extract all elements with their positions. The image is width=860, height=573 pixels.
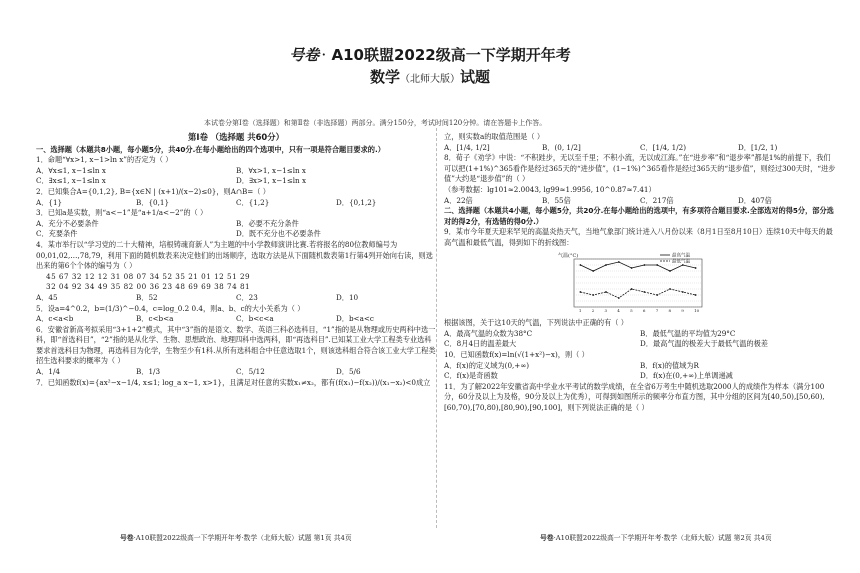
option: D．407倍 <box>738 195 772 205</box>
footer-brand: 号卷 <box>540 534 554 542</box>
option: C．充要条件 <box>36 229 78 239</box>
question-6: 6．安徽省新高考拟采用“3+1+2”模式，其中“3”指的是语文、数学、英语三科必选科目，“1”指的是从物理或历史两科中选一科，即“首选科目”，“2”指的是从化学、生物、思想政治、地理四科中选两科，即“再选科目”.已知某工业大学工程类专业选科要求首选科目为物理，再选科目为化学，生物至少有1科.从所有选科组合中任意选取1个，则该选科组合符合该工业大学工程类招生选科要求的概率为（ ） <box>36 324 436 366</box>
question-7: 7．已知函数f(x)={ax²−x−1/4, x≤1; log_a x−1, x>1}，且满足对任意的实数x₁≠x₂，都有(f(x₁)−f(x₂))/(x₁−x₂)<0成立 <box>36 377 431 387</box>
part2-heading: 二、选择题（本题共4小题，每小题5分，共20分.在每小题给出的选项中，有多项符合题目要求.全部选对的得5分，部分选对的得2分，有选错的得0分.） <box>444 206 834 226</box>
x-tick-label: 5 <box>630 307 633 313</box>
option: A．f(x)的定义域为(0,+∞) <box>444 360 530 370</box>
exam-title: A10联盟2022级高一下学期开年考 <box>331 46 571 64</box>
option: B．52 <box>136 292 158 302</box>
data-point <box>631 288 633 290</box>
option: D．f(x)在(0,+∞)上单调递减 <box>640 371 733 381</box>
question-1-options <box>36 166 436 187</box>
question-4: 4．某市举行以“学习党的二十大精神，培根铸魂育新人”为主题的中小学教师演讲比赛.若将报名的80位教师编号为00,01,02,…,78,79，利用下面的随机数表来决定他们的出场顺序，选取方法是从下面随机数表第1行第4列开始向右读，则选出来的第6个个体的编号为（ ） <box>36 239 433 271</box>
question-3: 3．已知a是实数，则“a<−1”是“a+1/a<−2”的（ ） <box>36 208 208 218</box>
data-point <box>618 297 620 299</box>
option: A．[1/4, 1/2] <box>444 142 490 152</box>
x-tick-label: 4 <box>617 307 620 313</box>
question-11: 11．为了解2022年安徽省高中学业水平考试的数学成绩，在全省6万考生中随机选取2000人的成绩作为样本（满分100分，60分及以上为及格，90分及以上为优秀），可得到如图所示的频率分布直方图，其中分组的区间为[40,50),[50,60),[60,70),[70,80),[80,90),[90,100]，则下列说法正确的是（ ） <box>444 381 825 412</box>
option: A．22倍 <box>444 195 473 205</box>
data-point <box>682 291 684 293</box>
data-point <box>656 264 658 266</box>
option: A．∀x≤1, x−1≤ln x <box>36 165 106 175</box>
legend-label: 最高气温 <box>672 253 690 259</box>
option: C．5/12 <box>236 367 265 377</box>
data-point <box>605 264 607 266</box>
footer-left: 号卷·A10联盟2022级高一下学期开年考·数学（北师大版）试题 第1页 共4页 <box>120 534 352 542</box>
random-number-row-1: 45 67 32 12 12 31 08 07 34 52 35 21 01 12 51 29 <box>46 271 251 281</box>
question-7-continued: 立，则实数a的取值范围是（ ） <box>444 132 545 141</box>
option: D．5/6 <box>336 367 361 377</box>
option: D．{0,1,2} <box>336 197 377 207</box>
data-point <box>644 264 646 266</box>
option: B．f(x)的值域为R <box>640 360 699 370</box>
option: C．8月4日的温差最大 <box>444 339 517 349</box>
question-5: 5．设a=4^0.2，b=(1/3)^−0.4，c=log_0.2 0.4，则a、b、c的大小关系为（ ） <box>36 303 305 313</box>
left-column <box>36 132 436 388</box>
data-point <box>695 267 697 269</box>
option: C．{1,2} <box>236 197 270 207</box>
column-divider <box>436 128 438 528</box>
data-point <box>644 291 646 293</box>
option: D．10 <box>336 292 359 302</box>
option: B．最低气温的平均值为29°C <box>640 328 736 338</box>
x-tick-label: 10 <box>694 307 700 313</box>
option: A．c<a<b <box>36 314 74 324</box>
exam-intro: 本试卷分第Ⅰ卷（选择题）和第Ⅱ卷（非选择题）两部分。满分150分，考试时间120分钟。请在答题卡上作答。 <box>204 119 547 127</box>
data-point <box>580 264 582 266</box>
x-tick-label: 1 <box>578 307 582 313</box>
option: C．f(x)是奇函数 <box>444 371 498 381</box>
option: B．∀x>1, x−1≤ln x <box>236 165 306 175</box>
option: B．c<b<a <box>136 314 174 324</box>
question-7-options <box>444 143 836 154</box>
x-tick-label: 2 <box>591 307 595 313</box>
x-tick-label: 9 <box>681 307 684 313</box>
option: D．b<a<c <box>336 314 374 324</box>
option: A．{1} <box>36 197 63 207</box>
data-point <box>605 291 607 293</box>
data-point <box>656 294 658 296</box>
footer-right: 号卷·A10联盟2022级高一下学期开年考·数学（北师大版）试题 第2页 共4页 <box>540 534 772 542</box>
x-tick-label: 6 <box>642 307 646 313</box>
x-tick-label: 7 <box>655 307 659 313</box>
question-4-options <box>36 293 436 304</box>
random-number-row-2: 32 04 92 34 49 35 82 00 36 23 48 69 69 38 74 81 <box>46 282 251 292</box>
option: C．∃x≤1, x−1≤ln x <box>36 176 106 186</box>
option: C．[1/4, 1/2) <box>640 142 686 152</box>
question-2-options <box>36 198 436 209</box>
temperature-line-chart <box>556 251 706 313</box>
option: C．217倍 <box>640 195 674 205</box>
question-8: 8．荀子《劝学》中说：“不积跬步，无以至千里；不积小流，无以成江海。”在“进步率”和“退步率”都是1%的前提下，我们可以把(1+1%)^365看作是经过365天的“进步值”，(1−1%)^365看作是经过365天的“退步值”，则经过300天时，“进步值”大约是“退步值”的（ ） <box>444 153 836 184</box>
option: A．45 <box>36 292 58 302</box>
question-10-options <box>444 361 836 382</box>
footer-right-text: A10联盟2022级高一下学期开年考·数学（北师大版）试题 第2页 共4页 <box>555 534 772 542</box>
option: B．1/3 <box>136 367 161 377</box>
temperature-chart <box>556 251 836 317</box>
question-8-options <box>444 196 836 207</box>
data-point <box>592 270 594 272</box>
option: B．(0, 1/2] <box>542 142 581 152</box>
data-point <box>695 294 697 296</box>
question-2: 2．已知集合A={0,1,2}, B={x∈N | (x+1)/(x−2)≤0}，则A∩B=（ ） <box>36 186 270 196</box>
option: A．1/4 <box>36 367 60 377</box>
question-10: 10．已知函数f(x)=ln(√(1+x²)−x)，则（ ） <box>444 349 589 359</box>
option: C．23 <box>236 292 258 302</box>
question-8-reference: （参考数据：lg101≈2.0043, lg99≈1.9956, 10^0.87≈7.41） <box>444 184 656 194</box>
data-point <box>618 261 620 263</box>
option: A．最高气温的众数为38°C <box>444 328 533 338</box>
option: B．55倍 <box>542 195 571 205</box>
question-6-options <box>36 367 436 378</box>
option: A．充分不必要条件 <box>36 218 99 228</box>
data-point <box>580 291 582 293</box>
data-point <box>631 267 633 269</box>
option: B．必要不充分条件 <box>236 218 299 228</box>
y-axis-label: 气温(°C) <box>558 252 579 259</box>
x-tick-label: 3 <box>604 307 608 313</box>
brand-logo: 号卷 <box>289 46 320 64</box>
footer-left-text: A10联盟2022级高一下学期开年考·数学（北师大版）试题 第1页 共4页 <box>135 534 352 542</box>
data-point <box>669 270 671 272</box>
exam-header: 号卷 · A10联盟2022级高一下学期开年考 <box>289 45 571 64</box>
section-title: 第Ⅰ卷 （选择题 共60分） <box>188 132 284 142</box>
option: D．既不充分也不必要条件 <box>236 229 321 239</box>
subject-main: 数学 <box>369 68 400 86</box>
series-line-min <box>580 289 695 298</box>
subject-edition: （北师大版） <box>400 74 460 85</box>
question-3-options <box>36 219 436 240</box>
question-5-options <box>36 314 436 325</box>
subject-suffix: 试题 <box>460 68 491 86</box>
data-point <box>669 288 671 290</box>
footer-brand: 号卷 <box>120 534 134 542</box>
option: C．b<c<a <box>236 314 274 324</box>
legend-label: 最低气温 <box>672 259 690 265</box>
question-1: 1．命题“∀x>1, x−1>ln x”的否定为（ ） <box>36 155 173 165</box>
option: D．∃x>1, x−1≤ln x <box>236 176 307 186</box>
part1-heading: 一、选择题（本题共8小题，每小题5分，共40分.在每小题给出的四个选项中，只有一项是符合题目要求的.） <box>36 144 385 154</box>
option: B．{0,1} <box>136 197 170 207</box>
option: D．最高气温的极差大于最低气温的极差 <box>640 339 768 349</box>
exam-subtitle <box>0 66 860 87</box>
option: D．[1/2, 1) <box>738 142 778 152</box>
x-tick-label: 8 <box>668 307 672 313</box>
question-9-after: 根据该图，关于这10天的气温，下列说法中正确的有（ ） <box>444 318 628 328</box>
right-column <box>444 132 836 413</box>
question-9: 9．某市今年夏天迎来罕见的高温炎热天气，当地气象部门统计进入八月份以来（8月1日至8月10日）连续10天中每天的最高气温和最低气温，得到如下的折线图： <box>444 227 833 247</box>
question-9-options <box>444 329 836 350</box>
data-point <box>592 294 594 296</box>
